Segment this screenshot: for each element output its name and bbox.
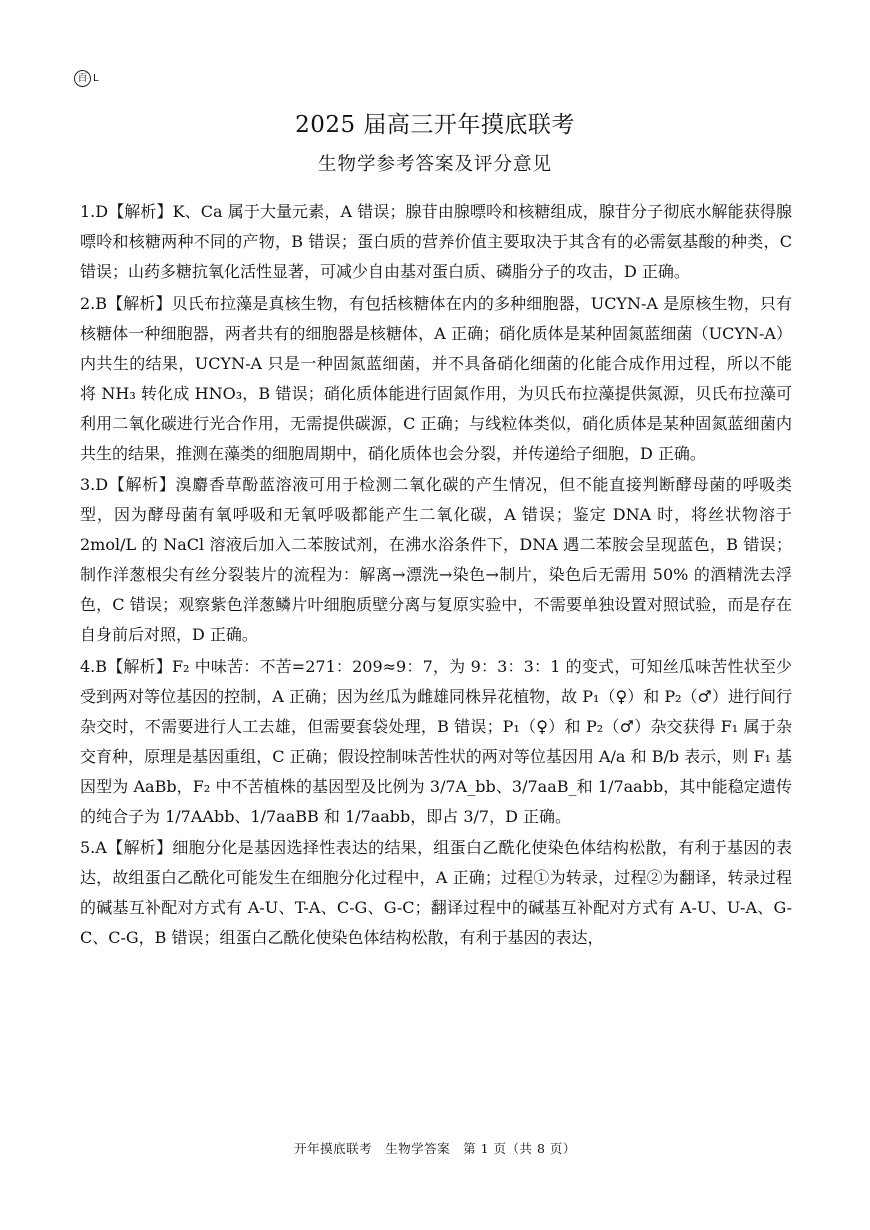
- answer-item-4: [80, 652, 792, 832]
- document-title: 2025 届高三开年摸底联考: [295, 112, 575, 138]
- answer-explanation: 细胞分化是基因选择性表达的结果，组蛋白乙酰化使染色体结构松散，有利于基因的表达，故组蛋白乙酰化可能发生在细胞分化过程中，A 正确；过程①为转录，过程②为翻译，转录过程的碱基互补配对方式有 A-U、T-A、C-G、G-C；翻译过程中的碱基互补配对方式有 A-U、U-A、G-C、C-G，B 错误；组蛋白乙酰化使染色体结构松散，有利于基因的表达，: [80, 838, 792, 947]
- answer-item-2: [80, 289, 792, 469]
- answer-label: 1.D【解析】: [80, 202, 173, 221]
- answer-explanation: F₂ 中味苦：不苦=271：209≈9：7，为 9：3：3：1 的变式，可知丝瓜味苦性状至少受到两对等位基因的控制，A 正确；因为丝瓜为雌雄同株异花植物，故 P₁（♀）和 P₂（♂）进行间行杂交时，不需要进行人工去雄，但需要套袋处理，B 错误；P₁（♀）和 P₂（♂）杂交获得 F₁ 属于杂交育种，原理是基因重组，C 正确；假设控制味苦性状的两对等位基因用 A/a 和 B/b 表示，则 F₁ 基因型为 AaBb，F₂ 中不苦植株的基因型及比例为 3/7A_bb、3/7aaB_和 1/7aabb，其中能稳定遗传的纯合子为 1/7AAbb、1/7aaBB 和 1/7aabb，即占 3/7，D 正确。: [80, 656, 792, 826]
- answer-explanation: 溴麝香草酚蓝溶液可用于检测二氧化碳的产生情况，但不能直接判断酵母菌的呼吸类型，因为酵母菌有氧呼吸和无氧呼吸都能产生二氧化碳，A 错误；鉴定 DNA 时，将丝状物溶于 2mol/L 的 NaCl 溶液后加入二苯胺试剂，在沸水浴条件下，DNA 遇二苯胺会呈现蓝色，B 错误；制作洋葱根尖有丝分裂装片的流程为：解离→漂洗→染色→制片，染色后无需用 50% 的酒精洗去浮色，C 错误；观察紫色洋葱鳞片叶细胞质壁分离与复原实验中，不需要单独设置对照试验，而是存在自身前后对照，D 正确。: [80, 475, 792, 644]
- answer-explanation: 贝氏布拉藻是真核生物，有包括核糖体在内的多种细胞器，UCYN-A 是原核生物，只有核糖体一种细胞器，两者共有的细胞器是核糖体，A 正确；硝化质体是某种固氮蓝细菌（UCYN-A）内共生的结果，UCYN-A 只是一种固氮蓝细菌，并不具备硝化细菌的化能合成作用过程，所以不能将 NH₃ 转化成 HNO₃，B 错误；硝化质体能进行固氮作用，为贝氏布拉藻提供氮源，贝氏布拉藻可利用二氧化碳进行光合作用，无需提供碳源，C 正确；与线粒体类似，硝化质体是某种固氮蓝细菌内共生的结果，推测在藻类的细胞周期中，硝化质体也会分裂，并传递给子细胞，D 正确。: [80, 293, 792, 463]
- answer-label: 5.A【解析】: [80, 838, 173, 857]
- answer-explanation: K、Ca 属于大量元素，A 错误；腺苷由腺嘌呤和核糖组成，腺苷分子彻底水解能获得腺嘌呤和核糖两种不同的产物，B 错误；蛋白质的营养价值主要取决于其含有的必需氨基酸的种类，C 错误；山药多糖抗氧化活性显著，可减少自由基对蛋白质、磷脂分子的攻击，D 正确。: [80, 202, 792, 281]
- answer-label: 4.B【解析】: [80, 656, 172, 676]
- answer-label: 2.B【解析】: [80, 293, 172, 313]
- page-footer: 开年摸底联考 生物学答案 第 1 页（共 8 页）: [294, 1141, 576, 1156]
- answer-label: 3.D【解析】: [80, 475, 176, 494]
- logo-seal-icon: 百: [74, 70, 91, 87]
- answer-list: [80, 197, 792, 955]
- answer-item-1: [80, 197, 792, 287]
- answer-item-5: [80, 833, 792, 953]
- answer-item-3: [80, 470, 792, 650]
- document-subtitle: 生物学参考答案及评分意见: [317, 154, 552, 175]
- logo: [74, 70, 99, 87]
- logo-letter: L: [93, 73, 99, 84]
